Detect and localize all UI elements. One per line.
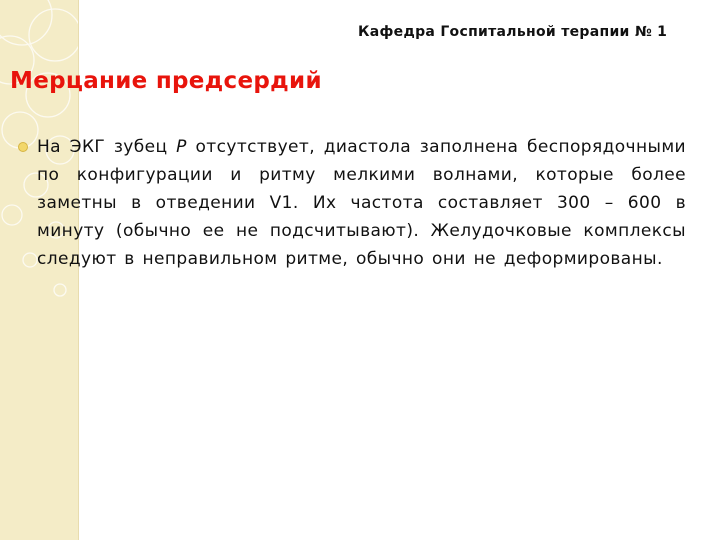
bullet-item: [18, 133, 686, 273]
bullet-text: [37, 133, 686, 273]
bullet-text-rest: отсутствует, диастола заполнена беспорядочными по конфигурации и ритму мелкими волнами, которые более заметны в отведении V1. Их частота составляет 300 – 600 в минуту (обычно ее не подсчитывают). Желудочковые комплексы следуют в неправильном ритме, обычно они не деформированы.: [37, 137, 686, 269]
bullet-text-start: На ЭКГ зубец: [37, 137, 177, 157]
slide-title: Мерцание предсердий: [10, 68, 322, 94]
bullet-text-italic: Р: [176, 137, 187, 157]
bullet-icon: [18, 142, 28, 152]
department-name: Кафедра Госпитальной терапии № 1: [358, 24, 668, 40]
